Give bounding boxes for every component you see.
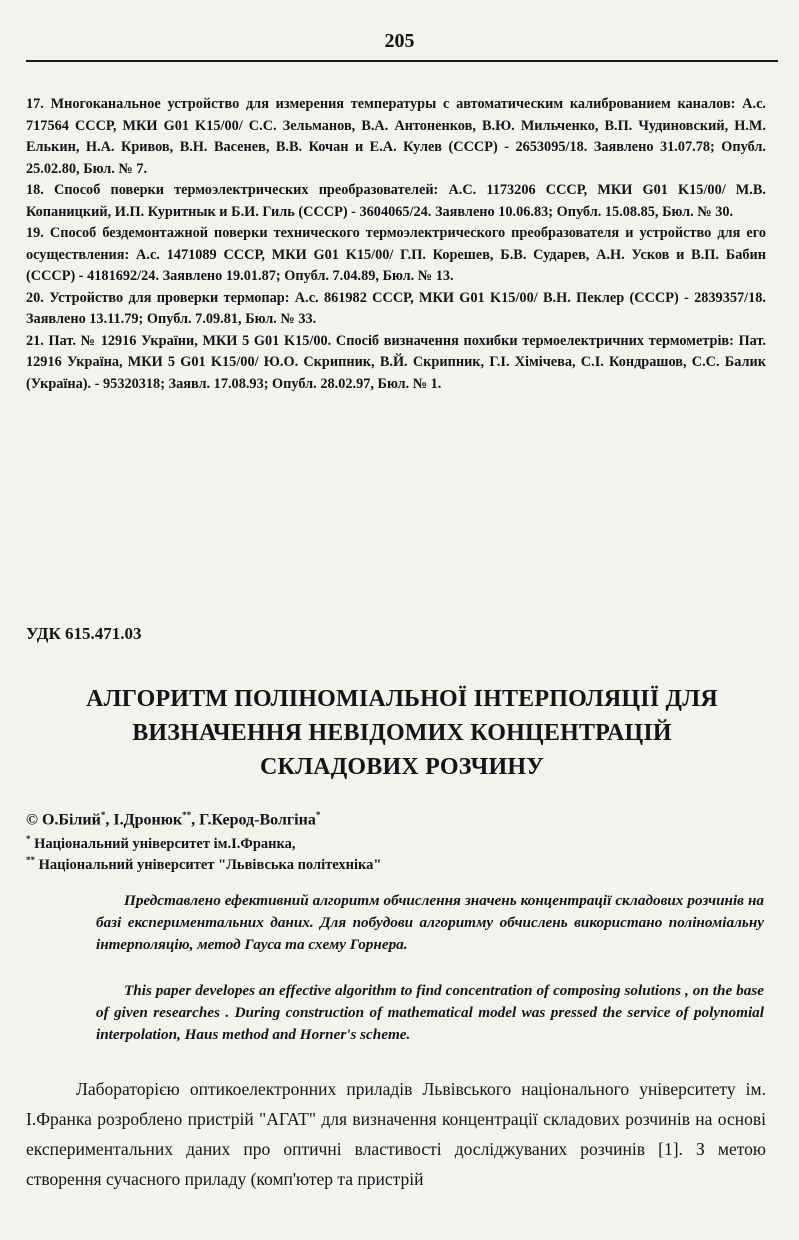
author-name: О.Білий: [41, 811, 101, 829]
author-list: [26, 810, 320, 829]
abstract-english: This paper developes an effective algorithm to find concentration of composing solutions , on the base of given researches . During construction of mathematical model was pressed the service of polynomial interpolation, Haus method and Horner's scheme.: [96, 982, 764, 1043]
affiliation: [26, 855, 382, 874]
body-paragraph: Лабораторією оптикоелектронних приладів Львівського національного університету ім. І.Франка розроблено пристрій "АГАТ" для визначення концентрації складових розчинів на основі експериментальних даних про оптичні властивості досліджуваних розчинів [1]. З метою створення сучасного приладу (комп'ютер та пристрій: [26, 1079, 766, 1189]
reference-item: 20. Устройство для проверки термопар: А.с. 861982 СССР, МКИ G01 K15/00/ В.Н. Пеклер (СССР) - 2839357/18. Заявлено 13.11.79; Опубл. 7.09.81, Бюл. № 33.: [26, 289, 766, 327]
title-line: АЛГОРИТМ ПОЛІНОМІАЛЬНОЇ ІНТЕРПОЛЯЦІЇ ДЛЯ: [86, 686, 718, 712]
reference-item: 21. Пат. № 12916 України, МКИ 5 G01 K15/00. Спосіб визначення похибки термоелектричних термометрів: Пат. 12916 Україна, МКИ 5 G01 K15/00/ Ю.О. Скрипник, В.Й. Скрипник, Г.І. Хімічева, С.І. Кондрашов, С.С. Балик (Україна). - 95320318; Заявл. 17.08.93; Опубл. 28.02.97, Бюл. № 1.: [26, 332, 766, 392]
author-name: Г.Керод-Волгіна: [199, 811, 316, 829]
title-line: ВИЗНАЧЕННЯ НЕВІДОМИХ КОНЦЕНТРАЦІЙ: [132, 720, 672, 746]
reference-list: [26, 94, 766, 395]
copyright-sign: ©: [26, 811, 38, 829]
reference-item: 18. Способ поверки термоэлектрических преобразователей: А.С. 1173206 СССР, МКИ G01 K15/00/ М.В. Копаницкий, И.П. Куритнык и Б.И. Гиль (СССР) - 3604065/24. Заявлено 10.06.83; Опубл. 15.08.85, Бюл. № 30.: [26, 182, 766, 220]
reference-item: 19. Способ бездемонтажной поверки технического термоэлектрического преобразователя и устройство для его осуществления: А.с. 1471089 СССР, МКИ G01 K15/00/ Г.П. Корешев, Б.В. Сударев, А.Н. Усков и В.П. Бабин (СССР) - 4181692/24. Заявлено 19.01.87; Опубл. 7.04.89, Бюл. № 13.: [26, 225, 766, 284]
abstract-ukrainian: Представлено ефективний алгоритм обчислення значень концентрації складових розчинів на базі експериментальних даних. Для побудови алгоритму обчислень використано поліноміальну інтерполяцію, метод Гауса та схему Горнера.: [96, 892, 764, 953]
udk-code: УДК 615.471.03: [26, 624, 142, 643]
affiliation-mark: **: [26, 855, 35, 865]
affiliation-mark: *: [26, 834, 31, 844]
author-separator: ,: [191, 811, 200, 829]
affiliation-text: Національний університет ім.І.Франка,: [34, 835, 296, 852]
author-name: І.Дронюк: [113, 811, 183, 829]
author-separator: ,: [105, 811, 114, 829]
page-number: 205: [384, 30, 415, 52]
affiliation: [26, 834, 296, 853]
reference-item: 17. Многоканальное устройство для измерения температуры с автоматическим калиброванием каналов: А.с. 717564 СССР, МКИ G01 K15/00/ С.С. Зельманов, В.А. Антоненков, В.Ю. Мильченко, В.П. Чудиновский, Н.М. Елькин, Н.А. Кривов, В.Н. Васенев, В.В. Кочан и Е.А. Кулев (СССР) - 2653095/18. Заявлено 31.07.78; Опубл. 25.02.80, Бюл. № 7.: [26, 96, 766, 177]
header-rule: [26, 60, 778, 62]
author-mark: **: [182, 810, 192, 820]
author-mark: *: [100, 810, 106, 820]
article-title: [26, 682, 778, 784]
title-line: СКЛАДОВИХ РОЗЧИНУ: [259, 754, 545, 780]
author-mark: *: [315, 810, 321, 820]
affiliation-text: Національний університет "Львівська політехніка": [38, 856, 382, 873]
